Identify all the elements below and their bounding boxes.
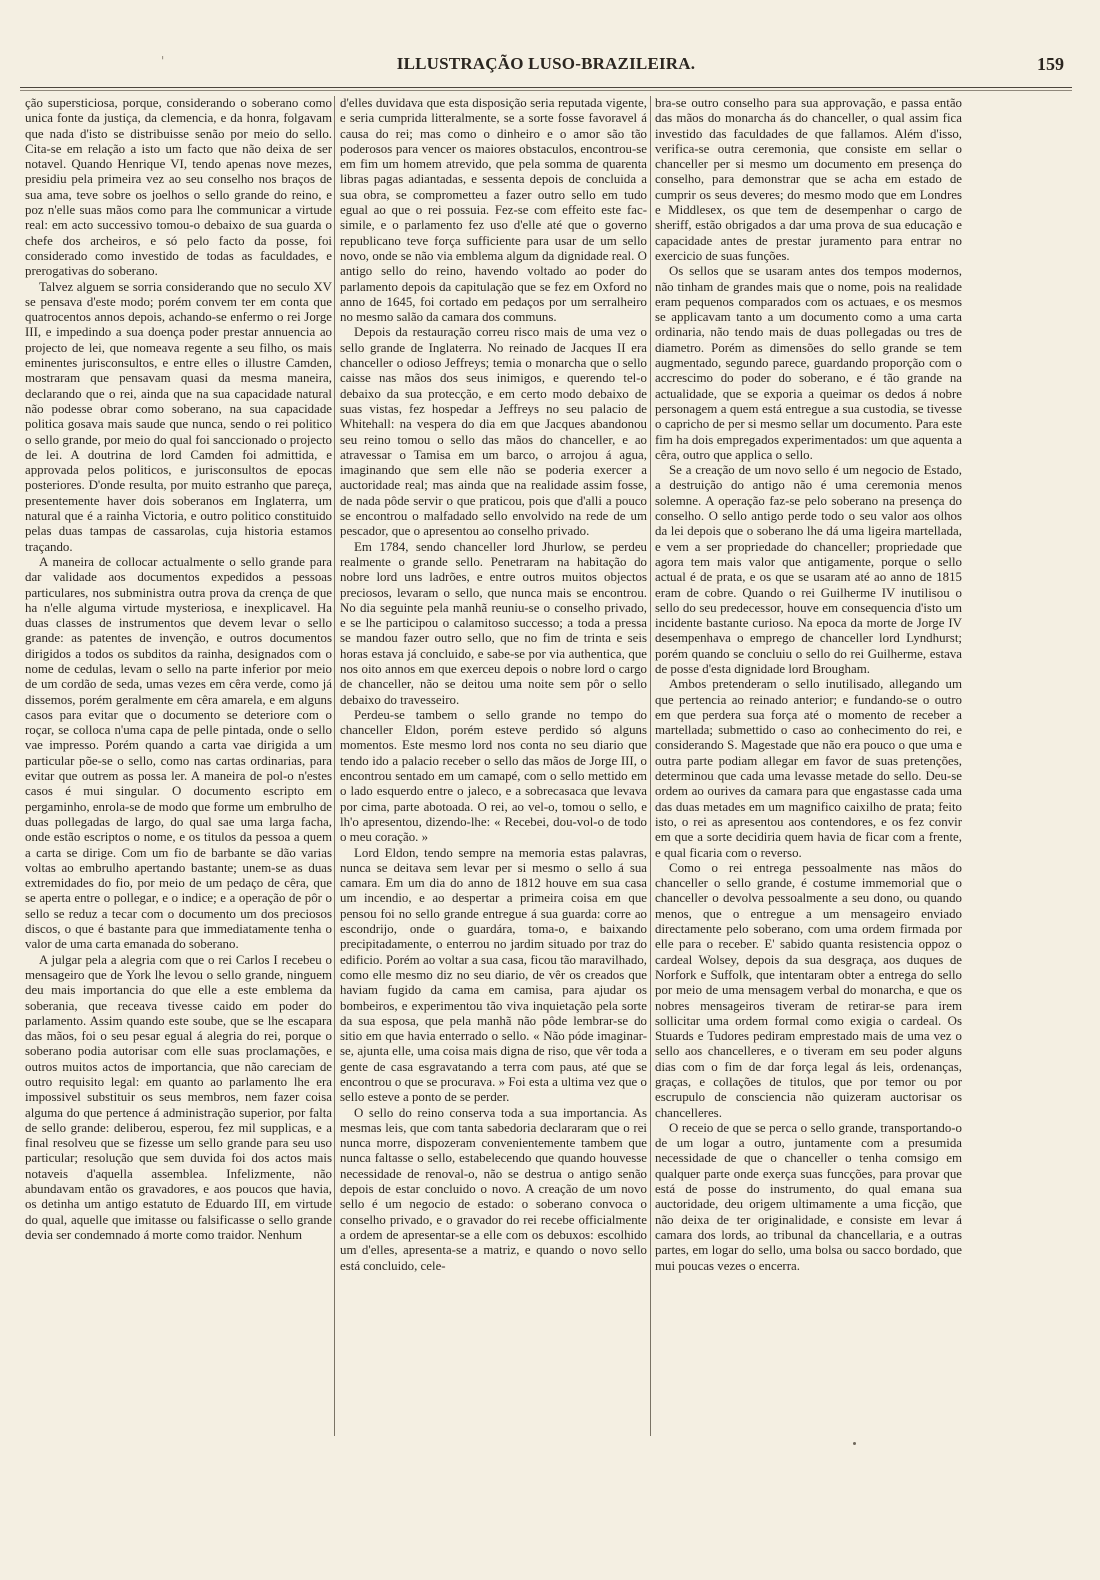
- paragraph: ção supersticiosa, porque, considerando o soberano como unica fonte da justiça, da clemencia, e da honra, folgavam que nada d'isto se distribuisse senão por meio do sello. Cita-se em relação a isto um facto que não deixa de ser notavel. Quando Henrique VI, tendo apenas nove mezes, presidiu pela primeira vez ao seu conselho nos braços de sua ama, teve sobre os joelhos o sello grande do reino, e poz n'elle suas mãos como para lhe communicar a virtude real: em acto successivo tomou-o debaixo de sua guarda o chefe dos archeiros, e só pelo facto da posse, foi considerado como investido de todas as faculdades, e prerogativas do soberano.: [25, 96, 332, 279]
- column-divider: [650, 96, 651, 1436]
- page-header: [20, 54, 1072, 78]
- column-divider: [334, 96, 335, 1436]
- paragraph: Talvez alguem se sorria considerando que no seculo XV se pensava d'este modo; porém convem ter em conta que quatrocentos annos depois, achando-se enfermo o rei Jorge III, e impedindo a sua doença poder prestar annuencia ao projecto de lei, que nomeava regente a seu filho, os mais eminentes jurisconsultos, e entre elles o illustre Camden, mostraram que pensavam quasi da mesma maneira, declarando que o rei, ainda que na sua capacidade natural não podesse obrar como soberano, na sua capacidade politica gosava mais saude que nunca, sendo o rei politico o sello grande, por meio do qual foi sanccionado o projecto de lei. A doutrina de lord Camden foi admittida, e approvada pelos politicos, e jurisconsultos de epocas posteriores. D'onde resulta, por muito estranho que pareça, presentemente haver dois soberanos em Inglaterra, um natural que é a rainha Victoria, e outro politico constituido pelas duas tampas de cassarolas, cuja historia estamos traçando.: [25, 279, 332, 554]
- publication-title: ILLUSTRAÇÃO LUSO-BRAZILEIRA.: [396, 54, 696, 73]
- paragraph: d'elles duvidava que esta disposição seria reputada vigente, e seria cumprida litteralmente, se a sorte fosse favoravel á causa do rei; mas como o dinheiro e o amor são tão poderosos para vencer os maiores obstaculos, encontrou-se em fim um homem atrevido, que pela somma de quarenta libras pagas adiantadas, e sessenta depois de concluida a sua obra, se comprometteu a fazer outro sello em tudo egual ao que o rei possuia. Fez-se com effeito este fac-simile, e o parlamento fez uso d'elle até que o governo republicano teve força sufficiente para usar de um sello novo, onde se não via emblema algum da dignidade real. O antigo sello do reino, havendo voltado ao poder do parlamento depois da capitulação que se fez em Oxford no anno de 1645, foi cortado em pedaços por um serralheiro no mesmo salão da camara dos communs.: [340, 96, 647, 325]
- text-column-3: [655, 96, 962, 1274]
- paragraph: Depois da restauração correu risco mais de uma vez o sello grande de Inglaterra. No reinado de Jacques II era chanceller o odioso Jeffreys; temia o monarcha que o sello caisse nas mãos dos seus inimigos, e querendo tel-o debaixo da sua protecção, e em certo modo debaixo de suas vistas, fez hospedar a Jeffreys no seu palacio de Whitehall: na vespera do dia em que Jacques abandonou seu reino tomou o sello das mãos do chanceller, e ao atravessar o Tamisa em um barco, o arrojou á agua, imaginando que sem elle não se poderia exercer a auctoridade real; mas ainda que na realidade assim fosse, de nada pôde servir o que praticou, pois que d'alli a pouco se encontrou o malfadado sello envolvido na rede de um pescador, que o apresentou ao conselho privado.: [340, 325, 647, 539]
- paragraph: A julgar pela a alegria com que o rei Carlos I recebeu o mensageiro que de York lhe levou o sello grande, ninguem deu mais importancia do que elle a este emblema da soberania, que receava tivesse caido em poder do parlamento. Assim quando este soube, que se lhe escapara das mãos, foi o seu pesar egual á alegria do rei, porque o soberano podia autorisar com elle suas proclamações, e outros muitos actos de importancia, que não careciam de outro requisito legal: em quanto ao parlamento lhe era impossivel substituir os seus membros, nem fazer coisa alguma do que pertence á administração superior, por falta de sello grande: deliberou, esperou, fez mil supplicas, e a final resolveu que se fizesse um sello grande para seu uso particular; resolução que sem duvida foi dos actos mais notaveis d'aquella assemblea. Infelizmente, não abundavam então os gravadores, e aos poucos que havia, os detinha um antigo estatuto de Eduardo III, em virtude do qual, aquelle que imitasse ou falsificasse o sello grande devia ser condemnado á morte como traidor. Nenhum: [25, 952, 332, 1242]
- paragraph: Se a creação de um novo sello é um negocio de Estado, a destruição do antigo não é uma ceremonia menos solemne. A operação faz-se pelo soberano na presença do conselho. O sello antigo perde todo o seu valor aos olhos da lei depois que o soberano lhe dá uma ligeira martellada, e vem a ser propriedade do chanceller; propriedade que agora tem mais valor que antigamente, porque o sello actual é de prata, e os que se usaram até ao anno de 1815 eram de cobre. Quando o rei Guilherme IV inutilisou o sello do seu predecessor, houve em consequencia d'isto um incidente bastante curioso. Na epoca da morte de Jorge IV desempenhava o emprego de chanceller lord Lyndhurst; porém quando se concluiu o sello do rei Guilherme, estava de posse d'esta dignidade lord Brougham.: [655, 463, 962, 676]
- text-column-2: [340, 96, 647, 1274]
- paragraph: Os sellos que se usaram antes dos tempos modernos, não tinham de grandes mais que o nome, pois na realidade eram pequenos comparados com os actuaes, e os mesmos se applicavam tanto a um documento como a uma carta ordinaria, não tendo mais de duas pollegadas ou tres de diametro. Porém as dimensões do sello grande se tem augmentado, segundo parece, guardando proporção com o accrescimo do poder do soberano, e é tão grande na actualidade, que se exporia a queimar os dedos á nobre personagem a quem está entregue a sua custodia, se tivesse o capricho de per si mesmo sellar um documento. Para este fim ha dois empregados experimentados: um que aquenta a cêra, outro que applica o sello.: [655, 264, 962, 462]
- paragraph: O sello do reino conserva toda a sua importancia. As mesmas leis, que com tanta sabedoria declararam que o rei nunca morre, dispozeram convenientemente tambem que nunca faltasse o sello, estabelecendo que quando houvesse necessidade de renoval-o, não se destrua o antigo senão depois de estar concluido o novo. A creação de um novo sello é um negocio de estado: o soberano convoca o conselho privado, e o gravador do rei recebe officialmente a ordem de apresentar-se a elle com os debuxos: escolhido um d'elles, apresenta-se a matriz, e quando o novo sello está concluido, cele-: [340, 1105, 647, 1273]
- paragraph: Ambos pretenderam o sello inutilisado, allegando um que pertencia ao reinado anterior; e fundando-se o outro em que perdera sua força até o momento de receber a martellada; submettido o caso ao conhecimento do rei, e considerando S. Magestade que não era pouco o que uma e outra parte podiam allegar em favor de suas pretenções, determinou que cada uma levasse metade do sello. Deu-se ordem ao ourives da camara para que engastasse cada uma das duas metades em um magnifico caixilho de prata; feito isto, o rei as apresentou aos contendores, e os fez convir em que a sorte decidiria quem havia de ficar com a frente, e qual ficaria com o reverso.: [655, 677, 962, 860]
- end-dot: [853, 1442, 856, 1445]
- paragraph: A maneira de collocar actualmente o sello grande para dar validade aos documentos expedidos a pessoas particulares, nos subministra outra prova da crença de que ha n'elle alguma virtude mysteriosa, e inexplicavel. Ha duas classes de instrumentos que devem levar o sello grande: as patentes de invenção, e outros documentos dirigidos a todos os subditos da rainha, designados com o nome de cedulas, levam o sello na parte inferior por meio de um cordão de seda, umas vezes em cêra verde, como já dissemos, porém geralmente em cêra amarela, e em alguns casos para evitar que o documento se deteriore com o roçar, se colloca n'uma capa de pelle pintada, onde o sello vae impresso. Porém quando a carta vae dirigida a um particular põe-se o sello, como nas cartas ordinarias, para evitar que outrem as possa ler. A maneira de pol-o n'estes casos é mui singular. O documento escripto em pergaminho, enrola-se de modo que forme um embrulho de duas pollegadas de largo, do qual sae uma larga facha, onde estão escriptos o nome, e os titulos da pessoa a quem a carta se dirige. Com um fio de barbante se dão varias voltas ao embrulho apertando bastante; unem-se as duas extremidades do fio, por meio de um pedaço de cêra, que se aperta entre o pollegar, e o indice; e a operação de pôr o sello se reduz a tecar com o documento um dos preciosos discos, o que é bastante para que immediatamente tenha o valor de uma carta emanada do soberano.: [25, 554, 332, 952]
- page-number: 159: [1037, 54, 1064, 74]
- paragraph: Lord Eldon, tendo sempre na memoria estas palavras, nunca se deitava sem levar per si mesmo o sello á sua camara. Em um dia do anno de 1812 houve em sua casa um incendio, e ao despertar a primeira coisa em que pensou foi no sello grande entregue á sua guarda: corre ao escondrijo, onde o guardára, toma-o, e baixando precipitadamente, o enterrou no jardim situado por traz do edificio. Porém ao voltar a sua casa, ficou tão maravilhado, como elle mesmo diz no seu diario, de vêr os creados que haviam fugido da cama em camisa, para ajudar os bombeiros, e experimentou tão viva inquietação pela sorte da sua esposa, que pela manhã não pôde lembrar-se do sitio em que havia enterrado o sello. « Não póde imaginar-se, ajunta elle, uma coisa mais digna de riso, que vêr toda a gente de casa esgravatando a terra com paus, até que se encontrou o que se procurava. » Foi esta a ultima vez que o sello esteve a ponto de se perder.: [340, 845, 647, 1105]
- paragraph: Em 1784, sendo chanceller lord Jhurlow, se perdeu realmente o grande sello. Penetraram na habitação do nobre lord uns ladrões, e entre outros muitos objectos preciosos, levaram o sello, que nunca mais se encontrou. No dia seguinte pela manhã reuniu-se o conselho privado, e se lhe participou o calamitoso successo; a toda a pressa se mandou fazer outro sello, que no fim de trinta e seis horas estava já concluido, e sabe-se por via authentica, que nos oito annos em que exerceu depois o nobre lord o cargo de chanceller, não se deitou uma noite sem pôr o sello debaixo do travesseiro.: [340, 539, 647, 707]
- paragraph: O receio de que se perca o sello grande, transportando-o de um logar a outro, juntamente com a presumida necessidade de que o chanceller o tenha comsigo em qualquer parte onde exerça suas funcções, para provar que está de posse do instrumento, do qual emana sua auctoridade, deu origem ultimamente a uma ficção, que não deixa de ter originalidade, e consiste em levar á camara dos lords, ao tribunal da chancellaria, e a outras partes, em logar do sello, uma bolsa ou sacco bordado, que mui poucas vezes o encerra.: [655, 1120, 962, 1273]
- text-column-1: [25, 96, 332, 1243]
- paragraph: Como o rei entrega pessoalmente nas mãos do chanceller o sello grande, é costume immemorial que o chanceller o devolva pessoalmente a seu dono, ou quando menos, que o entregue a um mensageiro enviado directamente pelo soberano, com uma ordem firmada por elle para o receber. E' sabido quanta resistencia oppoz o cardeal Wolsey, depois da sua desgraça, aos duques de Norfork e Suffolk, que intentaram obter a entrega do sello por meio de uma mensagem verbal do monarcha, e que os nobres mensageiros tiveram de retirar-se para irem sollicitar uma ordem formal como exigia o cardeal. Os Stuards e Tudores pediram emprestado mais de uma vez o sello aos chancelleres, e o tiveram em seu poder alguns dias com o fim de dar força legal ás leis, ordenanças, graças, e collações de titulos, que por temor ou por escrupulo de consciencia não quizeram auctorisar os chancelleres.: [655, 860, 962, 1120]
- header-rule: [20, 87, 1072, 88]
- paragraph: bra-se outro conselho para sua approvação, e passa então das mãos do monarcha ás do chanceller, o qual assim fica investido das faculdades de que fallamos. Além d'isso, verifica-se outra ceremonia, que consiste em sellar o chanceller per si mesmo um documento em presença do conselho, para demonstrar que se acha em estado de cumprir os seus deveres; do mesmo modo que em Londres e Middlesex, os que tem de desempenhar o cargo de sheriff, estão obrigados a dar uma prova de sua educação e capacidade antes de prestar juramento para entrar no exercicio de suas funções.: [655, 96, 962, 263]
- header-rule-thin: [20, 90, 1072, 91]
- paragraph: Perdeu-se tambem o sello grande no tempo do chanceller Eldon, porém esteve perdido só alguns momentos. Este mesmo lord nos conta no seu diario que tendo ido a palacio receber o sello das mãos de Jorge III, o encontrou sentado em um camapé, com o sello mettido em o lado esquerdo entre o jaleco, e a sobrecasaca que levava por cima, parte abotoada. O rei, ao vel-o, tomou o sello, e lh'o apresentou, dizendo-lhe: « Recebei, dou-vol-o de todo o meu coração. »: [340, 707, 647, 845]
- header-mark: ': [161, 54, 165, 68]
